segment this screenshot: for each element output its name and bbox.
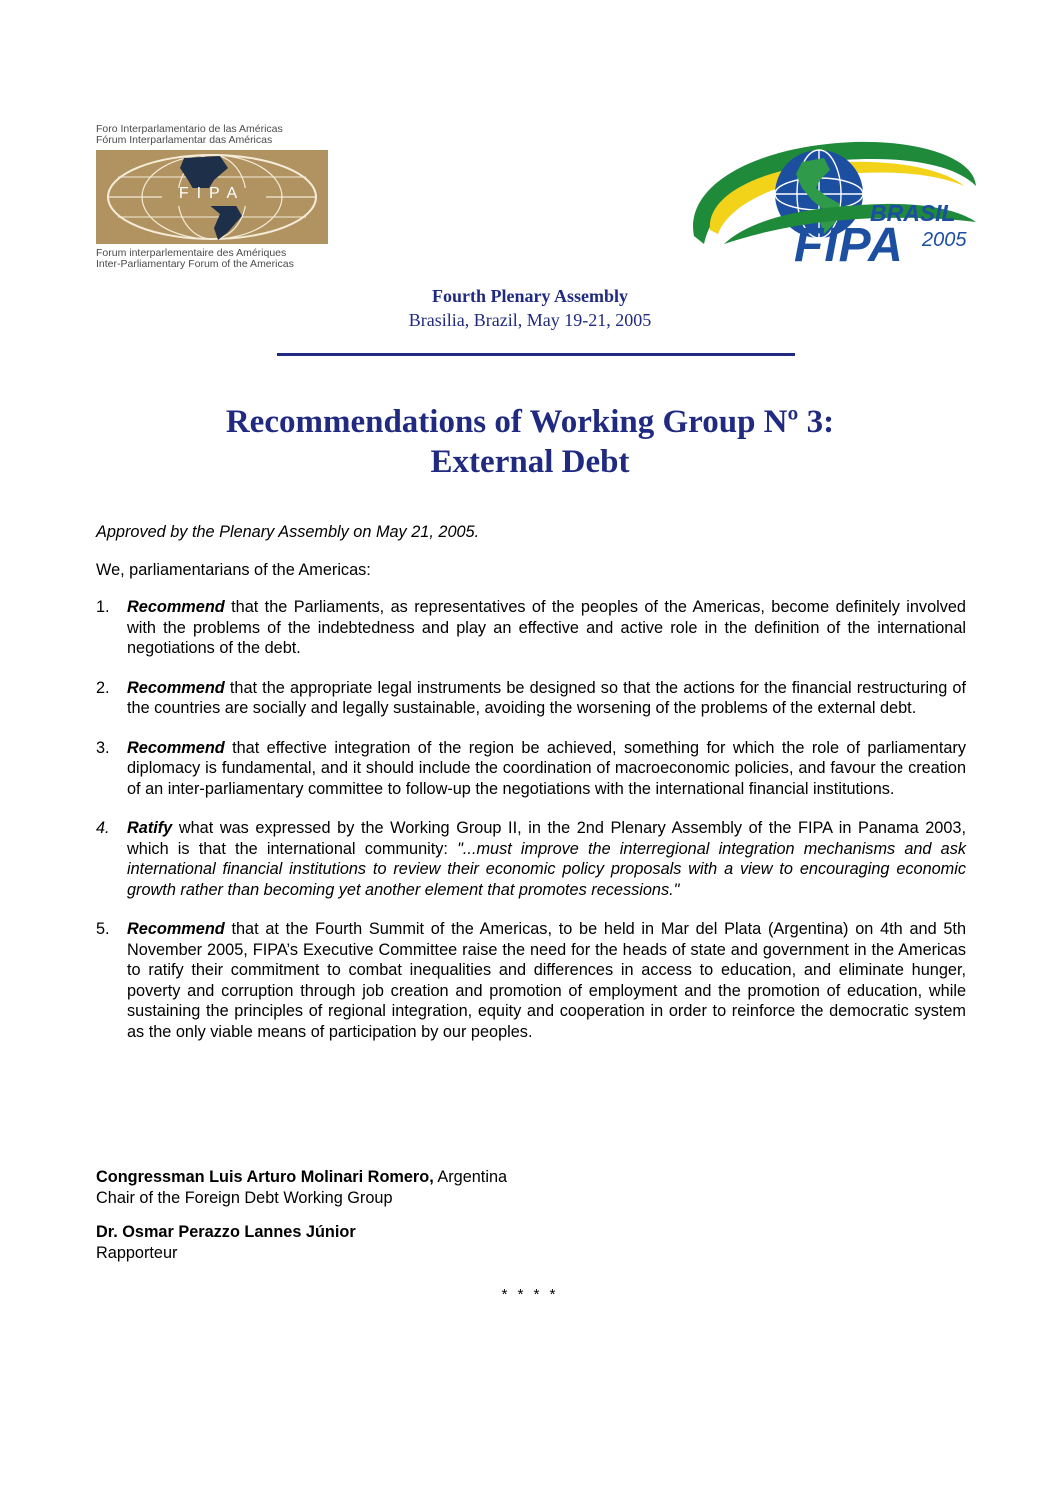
list-item-keyword: Recommend (127, 738, 225, 757)
signatory-role: Chair of the Foreign Debt Working Group (96, 1189, 393, 1207)
list-item-keyword: Recommend (127, 920, 225, 938)
list-item (96, 738, 966, 800)
recommendations-list (96, 597, 966, 1042)
assembly-header (0, 284, 1060, 332)
list-item-number: 1. (96, 598, 110, 616)
list-item-keyword: Recommend (127, 598, 225, 616)
list-item-text: that the Parliaments, as representatives of the peoples of the Americas, become definitely involved with the problems of the indebtedness and play an effective and active role in the definition of the international negotiations of the debt. (127, 598, 966, 657)
logo-left-bottom-line-2: Inter-Parliamentary Forum of the Americas (96, 258, 294, 270)
list-item-text: that the appropriate legal instruments be designed so that the actions for the financial restructuring of the countries are socially and legally sustainable, avoiding the worsening of the problems of the external debt. (127, 678, 966, 717)
signature-block (96, 1167, 507, 1277)
logo-right-brasil-text: BRASIL (870, 200, 956, 226)
list-item-keyword: Recommend (127, 678, 225, 697)
header-divider (277, 353, 795, 356)
fipa-americas-logo (96, 124, 336, 274)
assembly-name: Fourth Plenary Assembly (432, 286, 628, 306)
logo-left-top-line-1: Foro Interparlamentario de las Américas (96, 123, 283, 135)
list-item-number: 3. (96, 738, 110, 757)
signature-chair (96, 1167, 507, 1209)
assembly-place-date: Brasilia, Brazil, May 19-21, 2005 (408, 310, 652, 330)
list-item-text: what was expressed by the Working Group II, in the 2nd Plenary Assembly of the FIPA in Panama 2003, which is that the international community: (127, 819, 966, 858)
approval-note: Approved by the Plenary Assembly on May 21, 2005. (96, 523, 480, 541)
document-title (0, 402, 1060, 482)
intro-text: We, parliamentarians of the Americas: (96, 560, 371, 579)
signatory-role: Rapporteur (96, 1244, 178, 1262)
signatory-country: Argentina (433, 1168, 508, 1186)
logo-right-fipa-text: FIPA (794, 219, 904, 272)
signature-rapporteur (96, 1222, 507, 1264)
list-item (96, 597, 966, 659)
list-item-keyword: Ratify (127, 819, 173, 837)
signatory-name: Dr. Osmar Perazzo Lannes Júnior (96, 1223, 356, 1241)
list-item-quote: "...must improve the interregional integration mechanisms and ask international financial institutions to review their economic policy proposals with a view to encouraging economic growth rather than becoming yet another element that promotes recessions." (127, 839, 966, 899)
logo-left-bottom-line-1: Forum interparlementaire des Amériques (96, 247, 287, 259)
list-item (96, 678, 966, 719)
logo-left-top-line-2: Fórum Interparlamentar das Américas (96, 134, 273, 146)
list-item-number: 5. (96, 920, 110, 938)
list-item-text: that at the Fourth Summit of the Americas, to be held in Mar del Plata (Argentina) on 4th and 5th November 2005, FIPA’s Executive Committee raise the need for the heads of state and government in the Americas to ratify their commitment to combat inequalities and differences in access to education, and eliminate hunger, poverty and corruption through job creation and promotion of employment and the promotion of education, while sustaining the principles of regional integration, equity and cooperation in order to reinforce the democratic system as the only viable means of participation by our peoples. (127, 920, 966, 1041)
document-title-line-2: External Debt (430, 444, 630, 480)
logo-left-center-text: FIPA (178, 185, 246, 202)
fipa-brasil-2005-logo (684, 126, 984, 276)
logo-right-year-text: 2005 (922, 229, 967, 251)
list-item-text: that effective integration of the region be achieved, something for which the role of parliamentary diplomacy is fundamental, and it should include the coordination of macroeconomic policies, and favour the creation of an inter-parliamentary committee to follow-up the negotiations with the international financial institutions. (127, 738, 966, 798)
document-body (96, 522, 966, 1061)
list-item (96, 818, 966, 900)
list-item (96, 919, 966, 1042)
end-mark: * * * * (501, 1286, 559, 1303)
signatory-name: Congressman Luis Arturo Molinari Romero, (96, 1168, 434, 1186)
document-title-line-1: Recommendations of Working Group Nº 3: (225, 404, 835, 440)
list-item-number: 2. (96, 678, 110, 697)
list-item-number: 4. (96, 819, 110, 837)
